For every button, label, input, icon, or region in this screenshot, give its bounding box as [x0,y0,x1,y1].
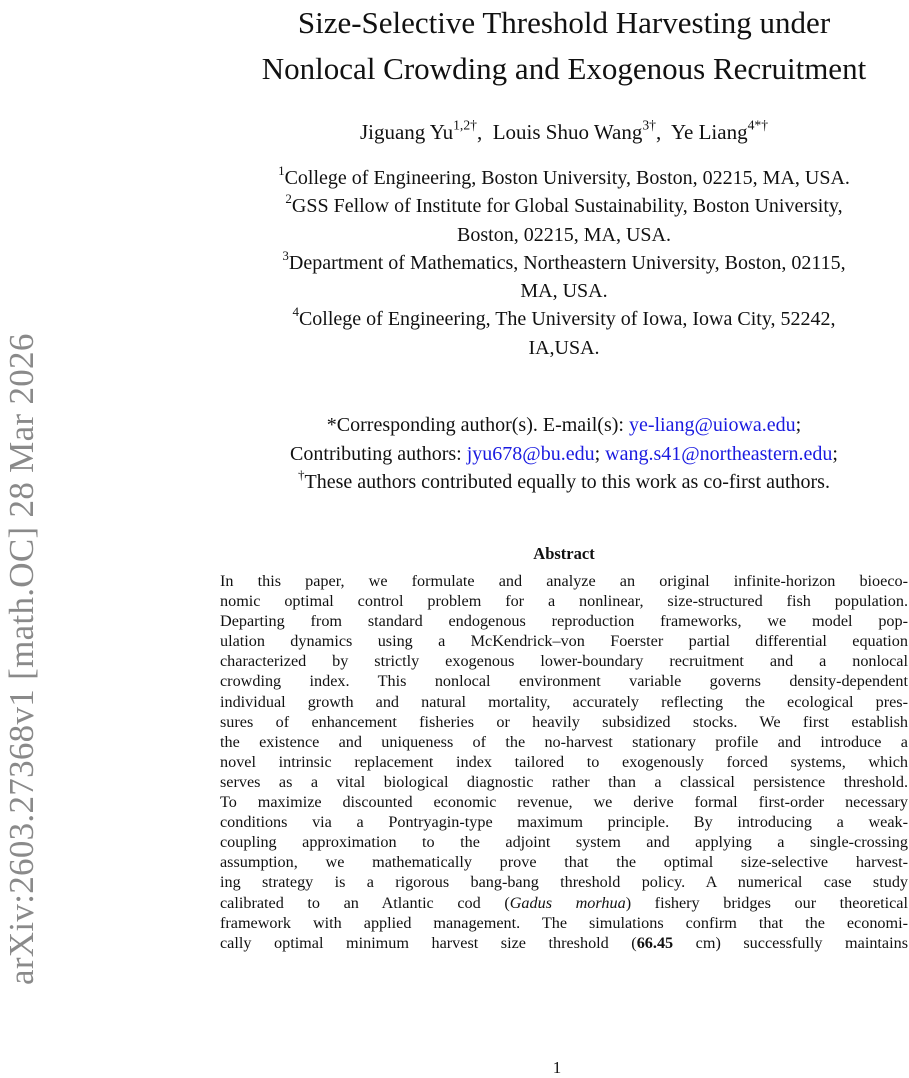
abstract-text: cm) successfully maintains [673,933,908,952]
abstract-line: Departing from standard endogenous reproduction frameworks, we model pop- [220,612,908,631]
page-number: 1 [552,1058,562,1077]
dagger-mark: † [298,466,305,482]
abstract-line: ing strategy is a rigorous bang-bang threshold policy. A numerical case study [220,873,908,892]
affiliation [206,305,909,362]
abstract-line: framework with applied management. The simulations confirm that the economi- [220,913,908,932]
abstract-line: individual growth and natural mortality, accurately reflecting the ecological pres- [220,692,908,711]
affiliation-number: 3 [282,247,289,263]
author-name: Louis Shuo Wang [492,120,643,144]
affiliation-number: 2 [285,191,292,207]
affiliation-text: College of Engineering, Boston University, Boston, 02215, MA, USA. [284,167,850,189]
abstract-line [220,893,908,913]
affiliation [206,249,909,306]
affiliation-text: IA,USA. [528,336,600,359]
affiliation-text: MA, USA. [520,280,608,303]
author-name: Ye Liang [670,120,748,144]
affiliation-number: 4 [292,304,299,320]
abstract-line: serves as a vital biological diagnostic rather than a classical persistence threshold. [220,772,908,791]
abstract-line: sures of enhancement fisheries or heavily subsidized stocks. We first establish [220,712,908,731]
author-marks: 1,2† [453,117,477,133]
abstract-line: ulation dynamics using a McKendrick–von Foerster partial differential equation [220,632,908,651]
affiliations [206,164,909,362]
abstract-text: cally optimal minimum harvest size threshold ( [220,933,637,952]
arxiv-identifier-stamp: arXiv:2603.27368v1 [math.OC] 28 Mar 2026 [2,333,41,985]
affiliation [206,192,909,249]
affiliation [206,164,909,192]
abstract-line: To maximize discounted economic revenue, we derive formal first-order necessary [220,793,908,812]
contributing-email-link[interactable]: wang.s41@northeastern.edu [605,442,833,465]
author-marks: 4*† [747,117,769,133]
abstract-line: characterized by strictly exogenous lower-boundary recruitment and a nonlocal [220,652,908,671]
abstract-line: coupling approximation to the adjoint system and applying a single-crossing [220,833,908,852]
affiliation-text: GSS Fellow of Institute for Global Sustainability, Boston University, [291,195,843,218]
contributing-email-link[interactable]: jyu678@bu.edu [466,442,595,465]
equal-contribution-note: These authors contributed equally to this work as co-first authors. [304,471,830,493]
abstract-line: In this paper, we formulate and analyze an original infinite-horizon bioeco- [220,572,908,590]
title-line: Size-Selective Threshold Harvesting under [297,5,831,40]
abstract-line: nomic optimal control problem for a nonlinear, size-structured fish population. [220,592,908,611]
corresponding-email-link[interactable]: ye-liang@uiowa.edu [628,414,796,436]
abstract-line: conditions via a Pontryagin-type maximum principle. By introducing a weak- [220,813,908,832]
abstract-line: crowding index. This nonlocal environment variable governs density-dependent [220,672,908,691]
abstract-heading: Abstract [533,544,595,563]
title-line: Nonlocal Crowding and Exogenous Recruitment [261,51,867,86]
paper-title [206,0,909,92]
abstract-line: assumption, we mathematically prove that the optimal size-selective harvest- [220,853,908,872]
author-name: Jiguang Yu [359,120,454,144]
affiliation-text: Department of Mathematics, Northeastern University, Boston, 02115, [288,251,846,274]
abstract-body [220,571,908,953]
author-marks: 3† [642,117,656,133]
abstract-text: ) fishery bridges our theoretical [625,893,908,912]
corresponding-label: *Corresponding author(s). E-mail(s): [326,414,629,436]
affiliation-text: College of Engineering, The University of Iowa, Iowa City, 52242, [298,308,836,331]
abstract-line [220,933,908,953]
affiliation-text: Boston, 02215, MA, USA. [457,223,671,246]
author-list: Jiguang $Yu^{1,2\dagger}$, Louis Shuo Wang$^{3\dagger}$, Ye Liang$^{4*\dagger}$ [359,117,769,144]
threshold-value: 66.45 [636,933,674,952]
species-name: Gadus morhua [509,893,626,912]
abstract-line: novel intrinsic replacement index tailored to exogenously forced systems, which [220,752,908,771]
abstract-text: calibrated to an Atlantic cod ( [220,893,510,912]
contact-info: *Corresponding author(s). E-mail(s): ye-liang@uiowa.edu; Contributing authors: jyu678@bu.edu; wang.s41@northeastern.edu; †These authors contributed equally to this work as co-first authors. [290,414,838,493]
affiliation-number: 1 [278,162,285,178]
contributing-label: Contributing authors: [290,442,467,465]
abstract-line: the existence and uniqueness of the no-harvest stationary profile and introduce a [220,732,908,751]
